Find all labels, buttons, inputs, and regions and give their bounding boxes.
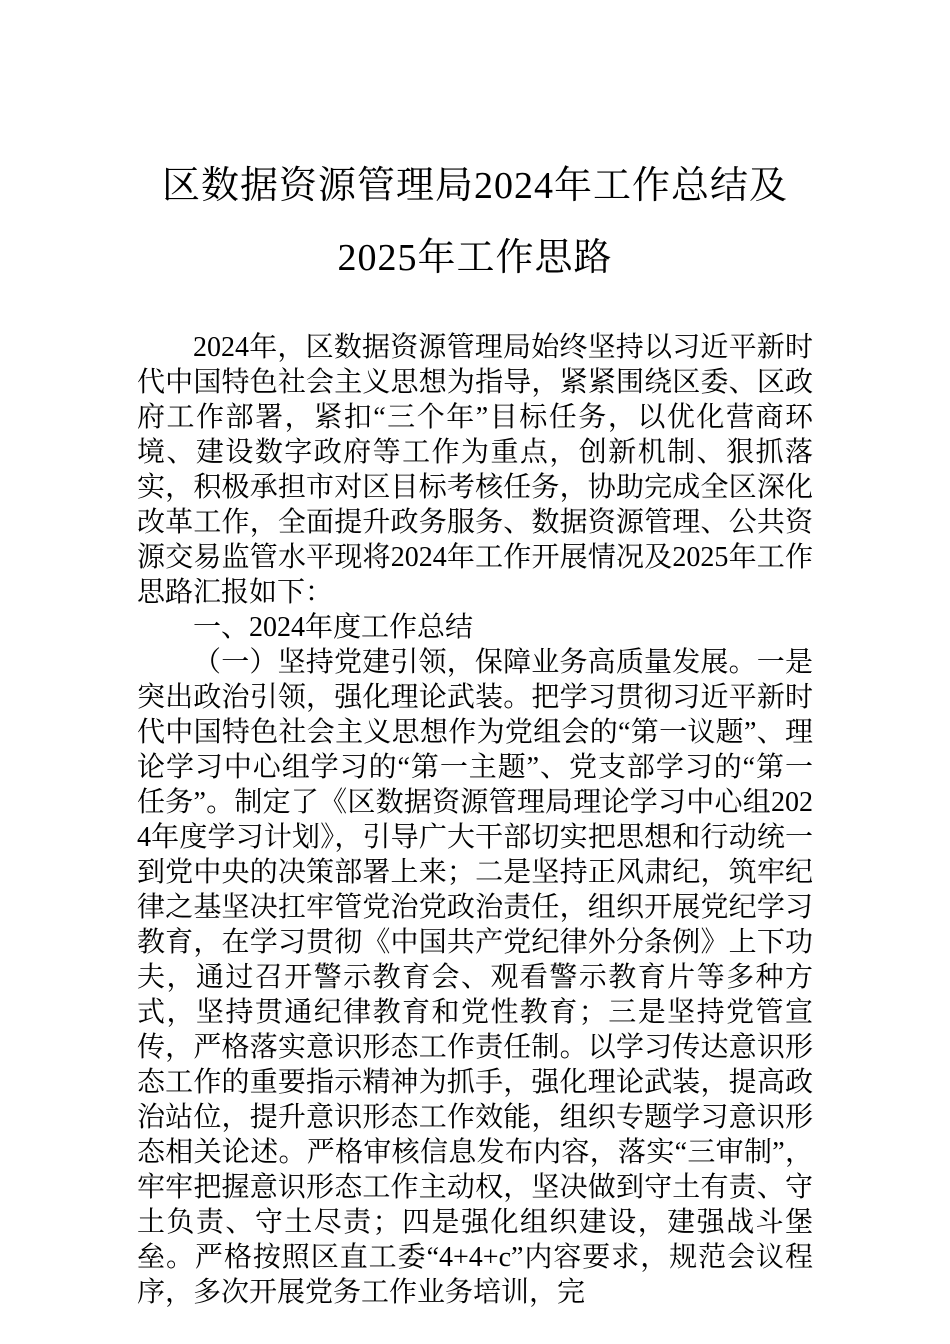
document-body — [137, 330, 813, 1310]
document-title: 区数据资源管理局2024年工作总结及2025年工作思路 — [161, 165, 788, 279]
section-heading-2024-summary: 一、2024年度工作总结 — [193, 612, 474, 643]
body-paragraph-intro: 2024年，区数据资源管理局始终坚持以习近平新时代中国特色社会主义思想为指导，紧紧围绕区委、区政府工作部署，紧扣“三个年”目标任务，以优化营商环境、建设数字政府等工作为重点，创新机制、狠抓落实，积极承担市对区目标考核任务，协助完成全区深化改革工作，全面提升政务服务、数据资源管理、公共资源交易监管水平现将2024年工作开展情况及2025年工作思路汇报如下： — [137, 332, 813, 608]
body-paragraph-party-building: （一）坚持党建引领，保障业务高质量发展。一是突出政治引领，强化理论武装。把学习贯彻习近平新时代中国特色社会主义思想作为党组会的“第一议题”、理论学习中心组学习的“第一主题”、党支部学习的“第一任务”。制定了《区数据资源管理局理论学习中心组2024年度学习计划》，引导广大干部切实把思想和行动统一到党中央的决策部署上来；二是坚持正风肃纪，筑牢纪律之基坚决扛牢管党治党政治责任，组织开展党纪学习教育，在学习贯彻《中国共产党纪律外分条例》上下功夫，通过召开警示教育会、观看警示教育片等多种方式，坚持贯通纪律教育和党性教育；三是坚持党管宣传，严格落实意识形态工作责任制。以学习传达意识形态工作的重要指示精神为抓手，强化理论武装，提高政治站位，提升意识形态工作效能，组织专题学习意识形态相关论述。严格审核信息发布内容，落实“三审制”，牢牢把握意识形态工作主动权，坚决做到守土有责、守土负责、守土尽责；四是强化组织建设，建强战斗堡垒。严格按照区直工委“4+4+c”内容要求，规范会议程序，多次开展党务工作业务培训，完 — [137, 647, 813, 1308]
